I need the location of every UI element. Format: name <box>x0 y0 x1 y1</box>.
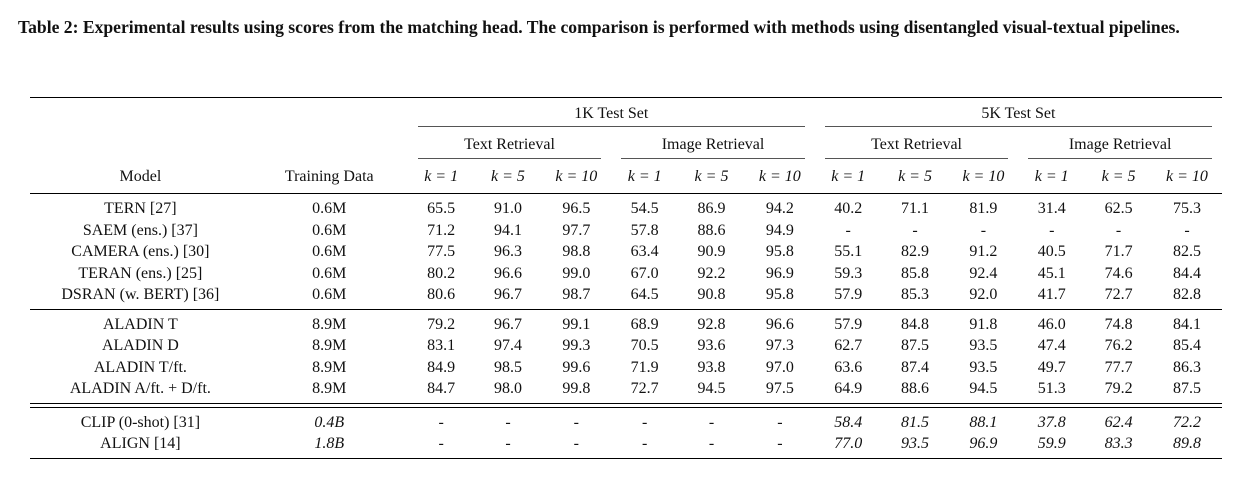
score-cell: 97.7 <box>562 221 591 239</box>
score-cell: 97.4 <box>493 337 522 354</box>
score-cell: - <box>573 435 579 452</box>
score-cell: 94.5 <box>969 380 998 397</box>
score-cell: 87.5 <box>901 337 930 354</box>
score-cell: 62.5 <box>1104 200 1133 217</box>
header-k5: k = 5 <box>1101 168 1136 185</box>
header-k5: k = 5 <box>694 168 729 185</box>
model-name: TERN [27] <box>104 200 177 217</box>
score-cell: 96.7 <box>493 315 522 333</box>
score-cell: 99.3 <box>562 337 591 354</box>
score-cell: - <box>912 221 918 239</box>
header-5k-text-retrieval: Text Retrieval <box>815 129 1019 161</box>
score-cell: 96.3 <box>493 243 522 260</box>
header-k1: k = 1 <box>627 168 662 185</box>
score-cell: 71.9 <box>630 358 659 376</box>
results-table <box>30 97 1222 459</box>
score-cell: - <box>1115 221 1122 239</box>
score-cell: 88.6 <box>697 221 726 239</box>
training-data: 8.9M <box>312 380 347 397</box>
score-cell: 92.2 <box>697 264 726 282</box>
training-data: 1.8B <box>314 435 345 452</box>
score-cell: 68.9 <box>630 315 659 333</box>
score-cell: 99.1 <box>562 315 591 333</box>
score-cell: 84.8 <box>901 315 930 333</box>
score-cell: 97.0 <box>765 358 794 376</box>
score-cell: 72.2 <box>1172 413 1201 431</box>
score-cell: 86.9 <box>697 200 726 217</box>
header-k10: k = 10 <box>758 168 801 185</box>
score-cell: - <box>573 413 579 431</box>
model-name: ALADIN T <box>102 315 178 333</box>
score-cell: 64.9 <box>834 380 863 397</box>
score-cell: 59.9 <box>1037 435 1066 452</box>
score-cell: 90.8 <box>697 286 726 303</box>
score-cell: 31.4 <box>1037 200 1066 217</box>
score-cell: 79.2 <box>427 315 456 333</box>
table-row <box>30 407 1222 433</box>
score-cell: - <box>777 413 783 431</box>
score-cell: 71.1 <box>901 200 930 217</box>
score-cell: 84.4 <box>1172 264 1201 282</box>
training-data: 0.6M <box>312 243 347 260</box>
score-cell: 40.5 <box>1037 243 1066 260</box>
score-cell: 51.3 <box>1037 380 1066 397</box>
score-cell: 96.5 <box>562 200 591 217</box>
header-5k-test-set: 5K Test Set <box>815 98 1222 129</box>
score-cell: 98.5 <box>493 358 522 376</box>
header-1k-text-retrieval: Text Retrieval <box>408 129 612 161</box>
score-cell: 57.8 <box>630 221 659 239</box>
score-cell: 92.4 <box>969 264 998 282</box>
score-cell: - <box>708 413 715 431</box>
model-name: CLIP (0-shot) [31] <box>80 413 201 431</box>
score-cell: 84.7 <box>427 380 456 397</box>
score-cell: - <box>505 413 511 431</box>
score-cell: 96.9 <box>969 435 998 452</box>
model-name: ALADIN T/ft. <box>93 358 187 376</box>
score-cell: 67.0 <box>630 264 659 282</box>
score-cell: 93.6 <box>697 337 726 354</box>
score-cell: 55.1 <box>834 243 863 260</box>
score-cell: 91.0 <box>493 200 522 217</box>
score-cell: - <box>1184 221 1190 239</box>
score-cell: 98.7 <box>562 286 591 303</box>
training-data: 8.9M <box>312 337 347 354</box>
score-cell: 72.7 <box>1104 286 1133 303</box>
model-name: SAEM (ens.) [37] <box>82 221 198 239</box>
score-cell: 62.7 <box>834 337 863 354</box>
score-cell: - <box>642 413 648 431</box>
header-k1: k = 1 <box>424 168 459 185</box>
score-cell: 87.4 <box>901 358 930 376</box>
score-cell: 74.8 <box>1104 315 1133 333</box>
model-name: ALIGN [14] <box>100 435 181 452</box>
table-row <box>30 433 1222 458</box>
score-cell: 77.5 <box>427 243 456 260</box>
score-cell: 63.6 <box>834 358 863 376</box>
score-cell: 47.4 <box>1037 337 1066 354</box>
score-cell: 93.5 <box>901 435 930 452</box>
score-cell: 57.9 <box>834 286 863 303</box>
score-cell: - <box>505 435 511 452</box>
table-row <box>30 357 1222 379</box>
score-cell: 71.2 <box>427 221 456 239</box>
score-cell: - <box>642 435 648 452</box>
score-cell: 92.0 <box>969 286 998 303</box>
score-cell: 91.2 <box>969 243 998 260</box>
score-cell: 97.5 <box>765 380 794 397</box>
score-cell: 83.1 <box>427 337 456 354</box>
score-cell: 65.5 <box>427 200 456 217</box>
score-cell: 80.6 <box>427 286 456 303</box>
score-cell: 80.2 <box>427 264 456 282</box>
score-cell: 45.1 <box>1037 264 1066 282</box>
score-cell: 95.8 <box>765 243 794 260</box>
score-cell: 74.6 <box>1104 264 1133 282</box>
score-cell: - <box>980 221 987 239</box>
training-data: 0.6M <box>312 286 347 303</box>
score-cell: - <box>708 435 715 452</box>
model-name: TERAN (ens.) [25] <box>78 264 203 282</box>
model-name: ALADIN A/ft. + D/ft. <box>69 380 211 397</box>
score-cell: 99.0 <box>562 264 591 282</box>
score-cell: 57.9 <box>834 315 863 333</box>
header-1k-test-set: 1K Test Set <box>408 98 815 129</box>
score-cell: 81.9 <box>969 200 998 217</box>
table-row <box>30 335 1222 357</box>
score-cell: 92.8 <box>697 315 726 333</box>
score-cell: 41.7 <box>1037 286 1066 303</box>
score-cell: 37.8 <box>1037 413 1066 431</box>
table-row <box>30 284 1222 309</box>
score-cell: 88.6 <box>901 380 930 397</box>
score-cell: 82.9 <box>901 243 930 260</box>
training-data: 8.9M <box>312 315 347 333</box>
score-cell: 85.4 <box>1172 337 1201 354</box>
score-cell: 59.3 <box>834 264 863 282</box>
score-cell: 76.2 <box>1104 337 1133 354</box>
score-cell: 95.8 <box>765 286 794 303</box>
header-k10: k = 10 <box>962 168 1005 185</box>
header-model: Model <box>119 168 162 185</box>
score-cell: 96.7 <box>493 286 522 303</box>
score-cell: 64.5 <box>630 286 659 303</box>
score-cell: - <box>777 435 783 452</box>
score-cell: 77.7 <box>1104 358 1133 376</box>
score-cell: 84.9 <box>427 358 456 376</box>
score-cell: 94.9 <box>765 221 794 239</box>
score-cell: - <box>1049 221 1055 239</box>
score-cell: 70.5 <box>630 337 659 354</box>
score-cell: 79.2 <box>1104 380 1133 397</box>
score-cell: 82.8 <box>1172 286 1201 303</box>
table-row <box>30 241 1222 263</box>
model-name: DSRAN (w. BERT) [36] <box>61 286 220 303</box>
score-cell: 72.7 <box>630 380 659 397</box>
score-cell: 81.5 <box>901 413 930 431</box>
score-cell: 94.5 <box>697 380 726 397</box>
score-cell: 86.3 <box>1172 358 1201 376</box>
score-cell: 96.9 <box>765 264 794 282</box>
score-cell: 87.5 <box>1172 380 1201 397</box>
header-k1: k = 1 <box>831 168 866 185</box>
score-cell: 84.1 <box>1172 315 1201 333</box>
score-cell: 63.4 <box>630 243 659 260</box>
training-data: 0.6M <box>312 264 347 282</box>
score-cell: 54.5 <box>630 200 659 217</box>
score-cell: - <box>845 221 851 239</box>
score-cell: 99.8 <box>562 380 591 397</box>
score-cell: 93.5 <box>969 337 998 354</box>
score-cell: 85.8 <box>901 264 930 282</box>
header-training-data: Training Data <box>284 168 374 185</box>
score-cell: 94.1 <box>493 221 522 239</box>
score-cell: 91.8 <box>969 315 998 333</box>
score-cell: - <box>438 435 444 452</box>
score-cell: 96.6 <box>765 315 794 333</box>
score-cell: 77.0 <box>834 435 863 452</box>
score-cell: 90.9 <box>697 243 726 260</box>
score-cell: 94.2 <box>765 200 794 217</box>
model-name: CAMERA (ens.) [30] <box>71 243 210 260</box>
training-data: 0.6M <box>312 200 347 217</box>
training-data: 0.4B <box>314 413 345 431</box>
score-cell: 85.3 <box>901 286 930 303</box>
score-cell: 46.0 <box>1037 315 1066 333</box>
header-k10: k = 10 <box>555 168 598 185</box>
header-5k-image-retrieval: Image Retrieval <box>1018 129 1222 161</box>
header-k10: k = 10 <box>1166 168 1208 185</box>
score-cell: 49.7 <box>1037 358 1066 376</box>
score-cell: 88.1 <box>969 413 998 431</box>
score-cell: 83.3 <box>1104 435 1133 452</box>
training-data: 0.6M <box>312 221 347 239</box>
score-cell: 62.4 <box>1104 413 1133 431</box>
score-cell: 93.5 <box>969 358 998 376</box>
score-cell: 40.2 <box>834 200 863 217</box>
score-cell: 98.0 <box>493 380 522 397</box>
score-cell: 58.4 <box>834 413 863 431</box>
table-row <box>30 378 1222 403</box>
table-row <box>30 263 1222 285</box>
score-cell: 98.8 <box>562 243 591 260</box>
score-cell: 99.6 <box>562 358 591 376</box>
header-1k-image-retrieval: Image Retrieval <box>611 129 815 161</box>
score-cell: - <box>438 413 444 431</box>
score-cell: 89.8 <box>1172 435 1201 452</box>
score-cell: 75.3 <box>1172 200 1201 217</box>
header-k5: k = 5 <box>898 168 932 185</box>
header-k5: k = 5 <box>491 168 525 185</box>
score-cell: 96.6 <box>493 264 522 282</box>
score-cell: 93.8 <box>697 358 726 376</box>
header-k1: k = 1 <box>1034 168 1069 185</box>
training-data: 8.9M <box>312 358 347 376</box>
table-row <box>30 220 1222 242</box>
model-name: ALADIN D <box>101 337 179 354</box>
table-caption: Table 2: Experimental results using scores from the matching head. The comparison is performed with methods using disentangled visual-textual pipelines. <box>18 17 1180 37</box>
score-cell: 82.5 <box>1172 243 1201 260</box>
table-row <box>30 194 1222 220</box>
score-cell: 71.7 <box>1104 243 1133 260</box>
score-cell: 97.3 <box>765 337 794 354</box>
table-row <box>30 310 1222 336</box>
